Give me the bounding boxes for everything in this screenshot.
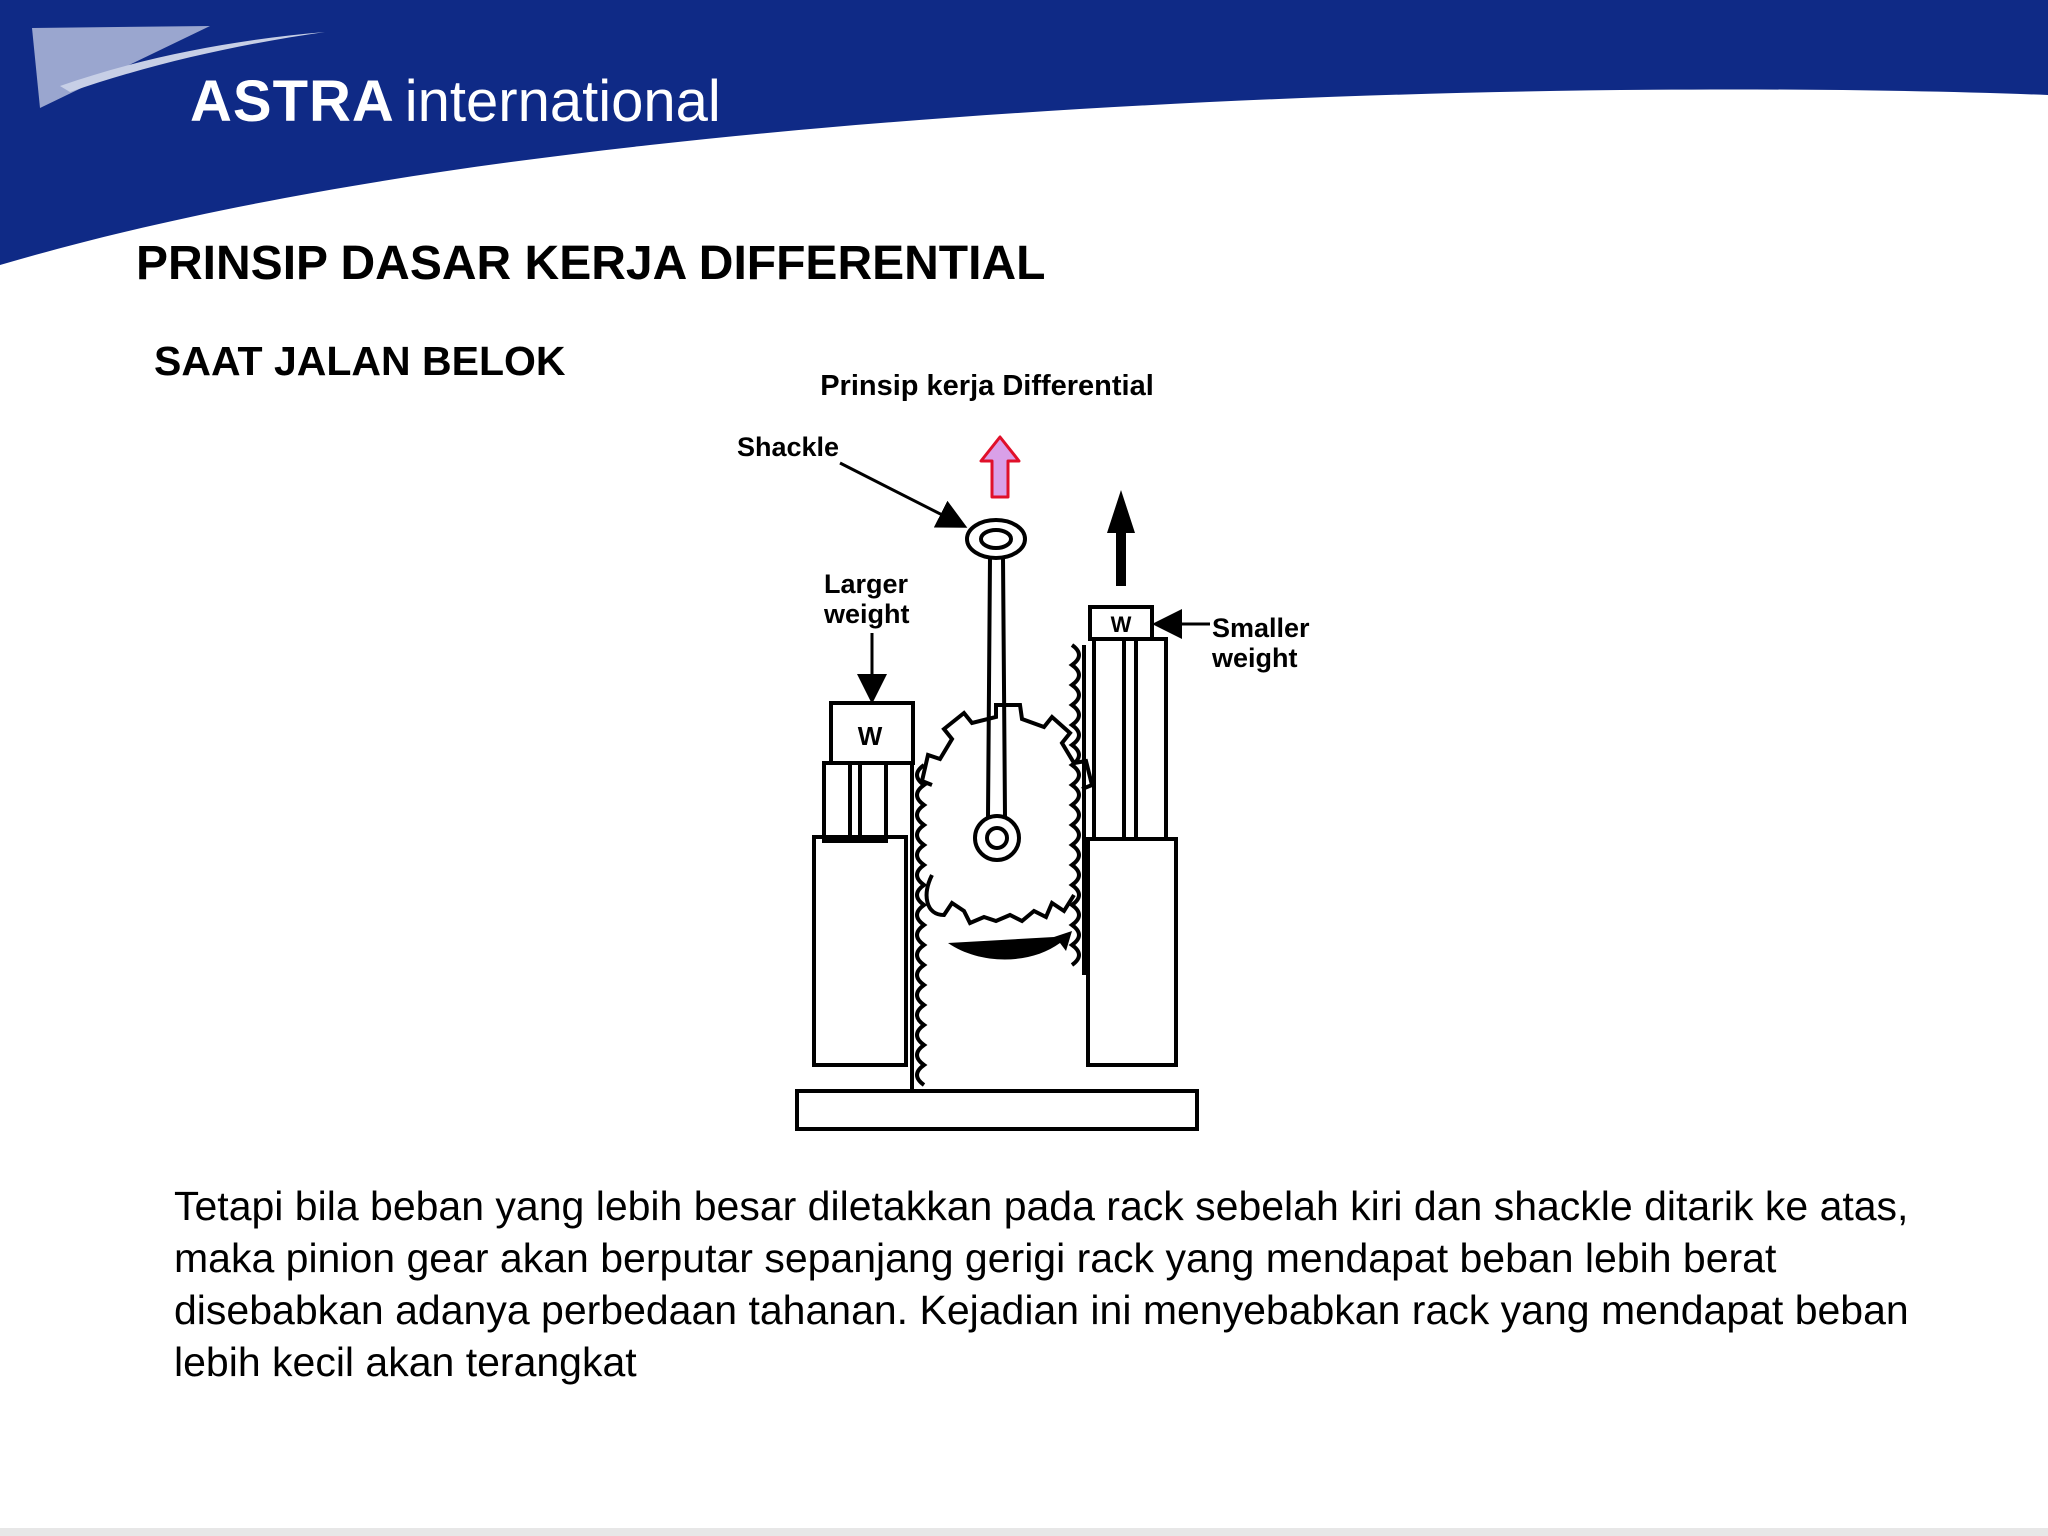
shackle-label: Shackle: [737, 432, 840, 462]
larger-weight-label-line2: weight: [824, 599, 910, 629]
shackle: [967, 520, 1025, 860]
pinion-gear: [922, 705, 1092, 923]
shackle-leader-line: [840, 463, 962, 525]
smaller-weight-label-line2: weight: [1212, 643, 1298, 673]
right-weight-symbol: W: [1110, 612, 1132, 637]
larger-weight-label-line1: Larger: [824, 569, 909, 599]
slide-title: PRINSIP DASAR KERJA DIFFERENTIAL: [136, 237, 1046, 290]
footer-line: [0, 1528, 2048, 1536]
base-plate: [797, 1091, 1197, 1129]
brand-logo: [190, 68, 721, 135]
body-text: Tetapi bila beban yang lebih besar diletakkan pada rack sebelah kiri dan shackle ditarik ke atas, maka pinion gear akan berputar sepanjang gerigi rack yang mendapat beban lebih berat disebabkan adanya perbedaan tahanan. Kejadian ini menyebabkan rack yang mendapat beban lebih kecil akan terangkat: [174, 1183, 1909, 1385]
diagram-title: Prinsip kerja Differential: [820, 370, 1154, 402]
rotation-arrow-icon: [948, 931, 1072, 960]
slide-subtitle: SAAT JALAN BELOK: [154, 338, 566, 384]
left-weight-symbol: W: [857, 721, 883, 751]
left-rack: [814, 703, 924, 1090]
smaller-weight-label-line1: Smaller: [1212, 613, 1310, 643]
right-rack: [1072, 607, 1176, 1065]
rise-arrow-icon: [1107, 490, 1135, 586]
brand-name-bold: ASTRA: [190, 69, 395, 134]
differential-diagram: [700, 355, 1350, 1145]
pull-up-arrow-icon: [981, 437, 1019, 497]
brand-name-light: international: [404, 69, 721, 134]
